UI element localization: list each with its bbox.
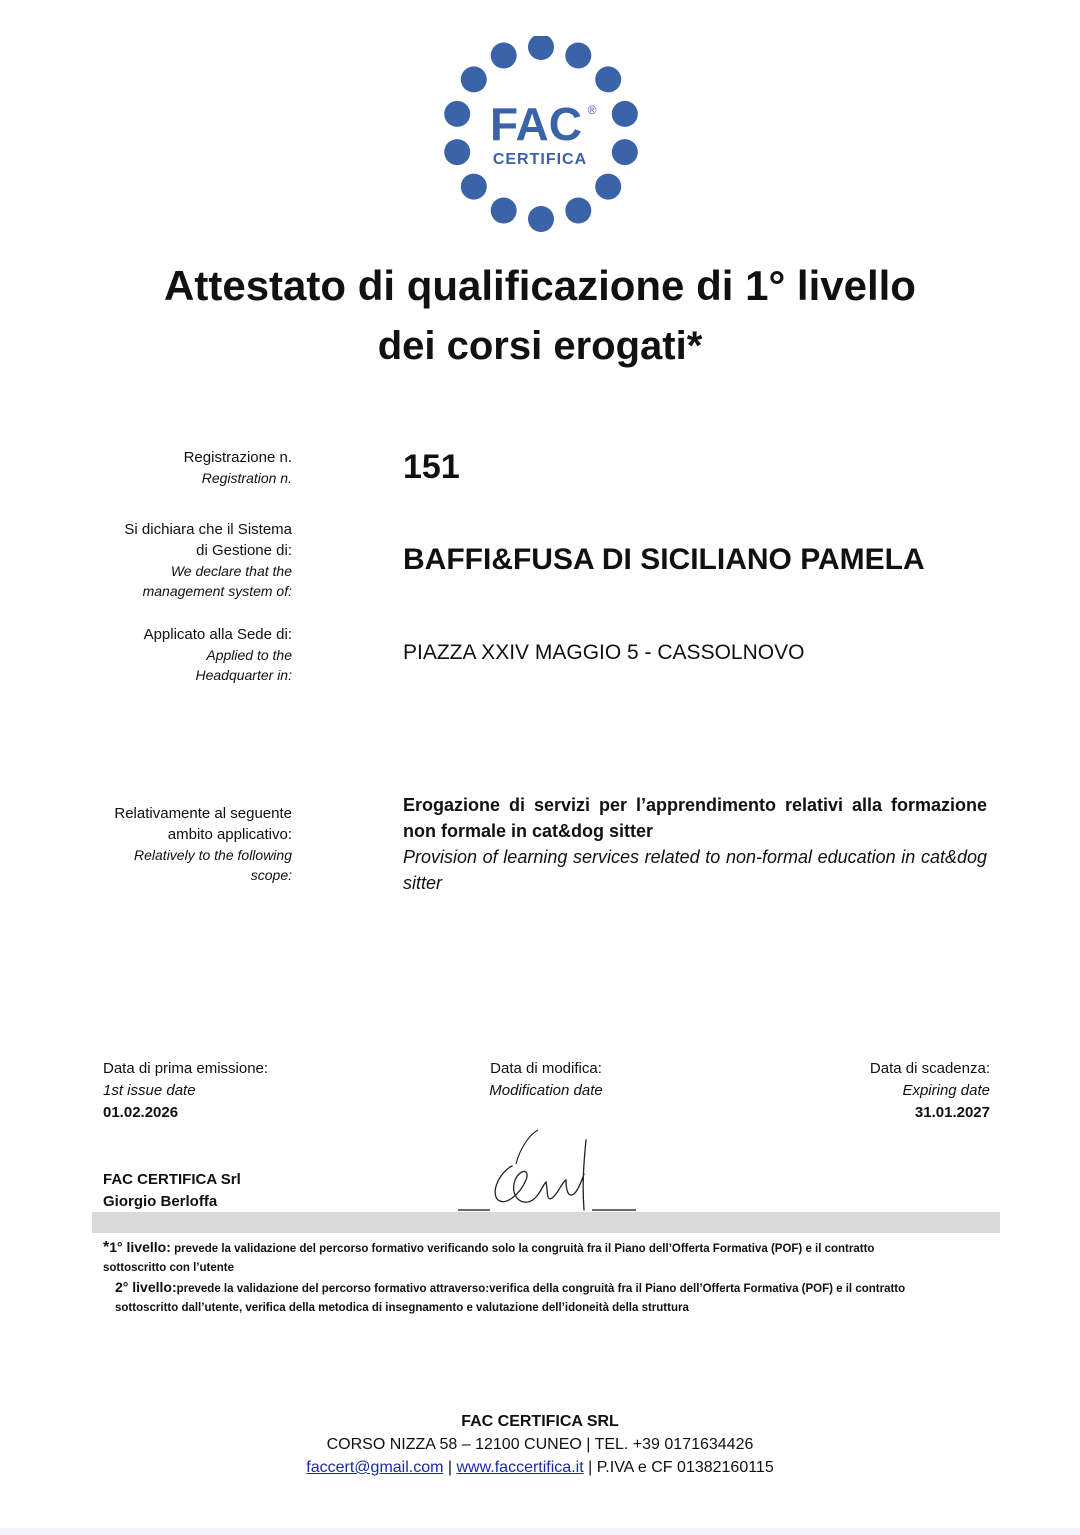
first-issue-label-en: 1st issue date xyxy=(103,1082,196,1099)
handwritten-signature xyxy=(450,1120,650,1220)
logo-dot xyxy=(528,206,554,232)
logo-dot xyxy=(491,198,517,224)
first-issue-label-it: Data di prima emissione: xyxy=(103,1060,269,1077)
modification-date-block xyxy=(446,1058,646,1102)
logo-dot xyxy=(595,174,621,200)
logo-dot xyxy=(461,66,487,92)
signatory-company: FAC CERTIFICA Srl xyxy=(103,1171,241,1188)
logo-dot xyxy=(565,43,591,69)
scope-value-it: Erogazione di servizi per l’apprendimento relativi alla formazione non formale in cat&dog sitter xyxy=(403,795,987,841)
registration-label-en: Registration n. xyxy=(201,470,292,486)
signatory-name: Giorgio Berloffa xyxy=(103,1193,218,1210)
footer-contacts xyxy=(0,1456,1080,1479)
registration-number: 151 xyxy=(403,448,460,486)
scope-label-it-1: Relativamente al seguente xyxy=(114,805,292,822)
footnote-level2-title: 2° livello: xyxy=(115,1279,177,1295)
fac-certifica-logo xyxy=(436,36,646,236)
management-label-it-2: di Gestione di: xyxy=(196,542,292,559)
logo-dot xyxy=(444,139,470,165)
scope-value xyxy=(403,792,987,896)
expiry-date: 31.01.2027 xyxy=(914,1104,990,1121)
logo-brand-text: FAC xyxy=(490,98,582,150)
footnote-level1 xyxy=(103,1238,1003,1259)
footnote-level1-title: 1° livello: xyxy=(109,1239,171,1255)
headquarter-label-en-2: Headquarter in: xyxy=(195,667,292,683)
logo-sub-text: CERTIFICA xyxy=(492,151,588,168)
footnote-level1-text-b: sottoscritto con l’utente xyxy=(103,1262,234,1274)
certificate-title-line1: Attestato di qualificazione di 1° livello xyxy=(164,262,916,309)
logo-dot xyxy=(565,198,591,224)
management-label-en-1: We declare that the xyxy=(170,563,292,579)
logo-dot xyxy=(612,101,638,127)
page-footer xyxy=(0,1410,1080,1479)
scope-label-en-1: Relatively to the following xyxy=(134,847,292,863)
footer-company: FAC CERTIFICA SRL xyxy=(461,1413,619,1430)
signatory-block xyxy=(103,1169,241,1213)
logo-dot xyxy=(491,43,517,69)
footnote-level2 xyxy=(103,1278,1003,1299)
footnote xyxy=(103,1238,1003,1318)
headquarter-label-en-1: Applied to the xyxy=(206,647,292,663)
scope-label-en-2: scope: xyxy=(250,867,292,883)
footer-separator: | xyxy=(443,1459,457,1476)
scope-label-it-2: ambito applicativo: xyxy=(167,826,292,843)
logo-registered-mark: ® xyxy=(587,103,597,117)
scope-value-en: Provision of learning services related to non-formal education in cat&dog sitter xyxy=(403,847,987,893)
registration-label-it: Registrazione n. xyxy=(183,449,292,466)
expiry-date-block xyxy=(790,1058,990,1124)
footer-email-link[interactable]: faccert@gmail.com xyxy=(306,1459,444,1476)
footnote-star: * xyxy=(103,1239,110,1256)
bottom-strip xyxy=(0,1528,1080,1535)
logo-dot xyxy=(444,101,470,127)
headquarter-address: PIAZZA XXIV MAGGIO 5 - CASSOLNOVO xyxy=(403,641,805,664)
logo-dot xyxy=(612,139,638,165)
management-label xyxy=(0,519,292,601)
logo-dot xyxy=(595,66,621,92)
first-issue-date-block xyxy=(103,1058,268,1124)
footer-vat: | P.IVA e CF 01382160115 xyxy=(583,1459,774,1476)
expiry-label-it: Data di scadenza: xyxy=(869,1060,990,1077)
certificate-title-line2: dei corsi erogati* xyxy=(377,324,703,368)
footnote-level2-text-a: prevede la validazione del percorso formativo attraverso:verifica della congruità fra il Piano dell’Offerta Formativa (POF) e il contratto xyxy=(176,1283,906,1295)
headquarter-label-it: Applicato alla Sede di: xyxy=(143,626,292,643)
company-name: BAFFI&FUSA DI SICILIANO PAMELA xyxy=(403,543,925,576)
management-label-en-2: management system of: xyxy=(142,583,292,599)
footnote-level2-text-b: sottoscritto dall’utente, verifica della metodica di insegnamento e valutazione dell’idoneità della struttura xyxy=(115,1302,689,1314)
management-label-it-1: Si dichiara che il Sistema xyxy=(124,521,292,538)
footnote-level1-text-a: prevede la validazione del percorso formativo verificando solo la congruità fra il Piano dell’Offerta Formativa (POF) e il contratto xyxy=(174,1243,875,1255)
first-issue-date: 01.02.2026 xyxy=(103,1104,179,1121)
logo-dot xyxy=(528,36,554,60)
footer-address: CORSO NIZZA 58 – 12100 CUNEO | TEL. +39 0171634426 xyxy=(326,1436,754,1453)
footer-website-link[interactable]: www.faccertifica.it xyxy=(456,1459,584,1476)
scope-label xyxy=(0,803,292,885)
registration-label xyxy=(0,447,292,488)
headquarter-label xyxy=(0,624,292,685)
separator-bar xyxy=(92,1212,1000,1233)
modification-label-it: Data di modifica: xyxy=(490,1060,602,1077)
modification-label-en: Modification date xyxy=(489,1082,603,1099)
logo-dot xyxy=(461,174,487,200)
expiry-label-en: Expiring date xyxy=(902,1082,990,1099)
